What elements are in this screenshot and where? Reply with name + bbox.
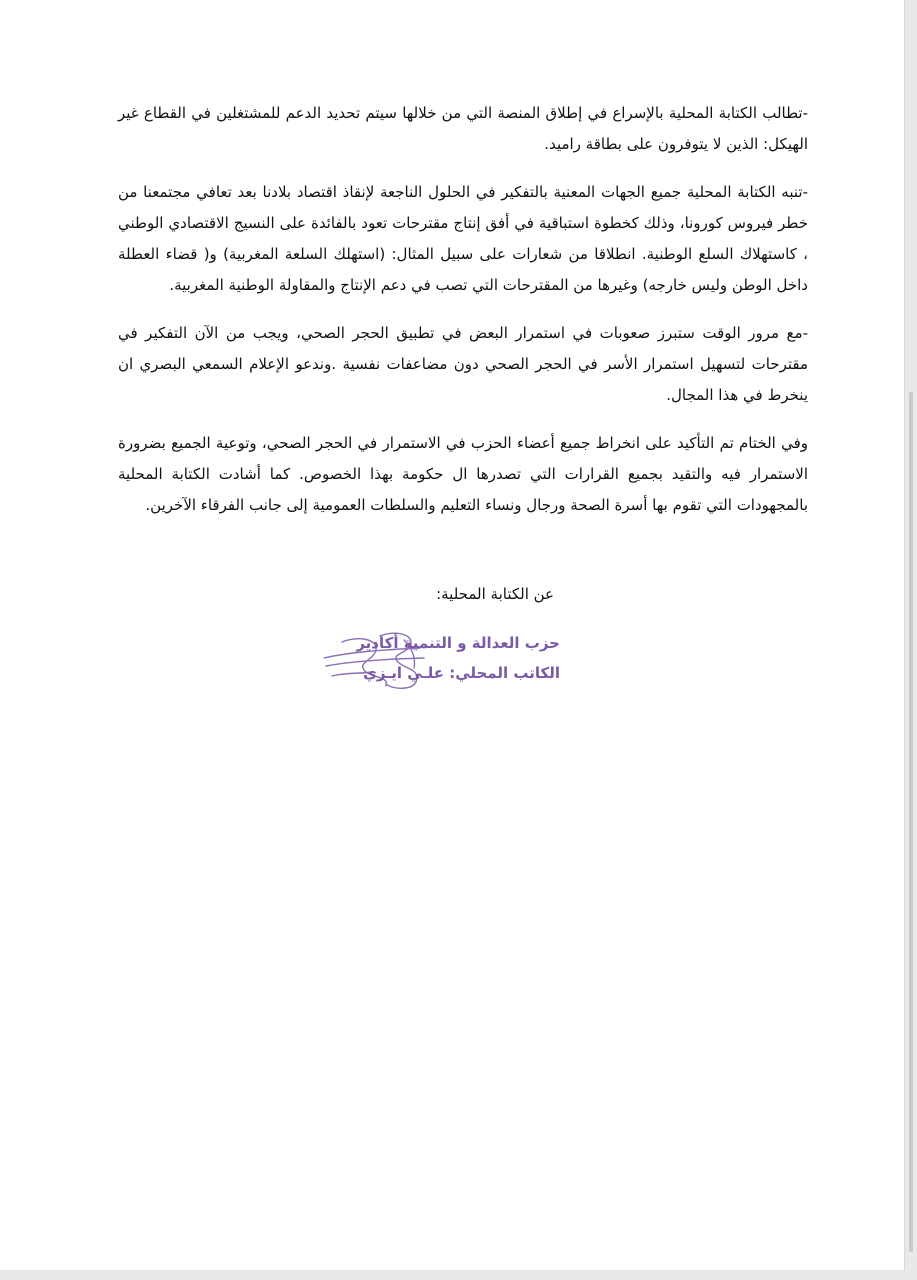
stamp-secretary-name: الكاتب المحلي: علـي ايـزي xyxy=(363,664,560,682)
stamp-party-name: حزب العدالة و التنمية أكادير xyxy=(356,634,560,652)
scrollbar[interactable] xyxy=(909,392,913,1252)
document-body xyxy=(118,98,808,521)
paragraph: -تطالب الكتابة المحلية بالإسراع في إطلاق المنصة التي من خلالها سيتم تحديد الدعم للمشتغلين في القطاع غير الهيكل: الذين لا يتوفرون على بطاقة راميد. xyxy=(118,104,808,153)
paragraph: وفي الختام تم التأكيد على انخراط جميع أعضاء الحزب في الاستمرار في الحجر الصحي، وتوعية الجميع بضرورة الاستمرار فيه والتقيد بجميع القرارات التي تصدرها ال حكومة بهذا الخصوص. كما أشادت الكتابة المحلية بالمجهودات التي تقوم بها أسرة الصحة ورجال ونساء التعليم والسلطات العمومية إلى جانب الفرقاء الآخرين. xyxy=(118,434,808,514)
paragraph: -مع مرور الوقت ستبرز صعوبات في استمرار البعض في تطبيق الحجر الصحي، ويجب من الآن التفكير في مقترحات لتسهيل استمرار الأسر في الحجر الصحي دون مضاعفات نفسية .وندعو الإعلام السمعي البصري ان ينخرط في هذا المجال. xyxy=(118,324,808,404)
paragraph: -تنبه الكتابة المحلية جميع الجهات المعنية بالتفكير في الحلول الناجعة لإنقاذ اقتصاد بلادنا بعد تعافي مجتمعنا من خطر فيروس كورونا، وذلك كخطوة استباقية في أفق إنتاج مقترحات تعود بالفائدة على النسيج الاقتصادي الوطني ، كاستهلاك السلع الوطنية. انطلاقا من شعارات على سبيل المثال: (استهلك السلعة المغربية) و( قضاء العطلة داخل الوطن وليس خارجه) وغيرها من المقترحات التي تصب في دعم الإنتاج والمقاولة الوطنية المغربية. xyxy=(118,183,808,294)
party-stamp xyxy=(320,628,560,694)
signature-label: عن الكتابة المحلية: xyxy=(436,585,554,603)
